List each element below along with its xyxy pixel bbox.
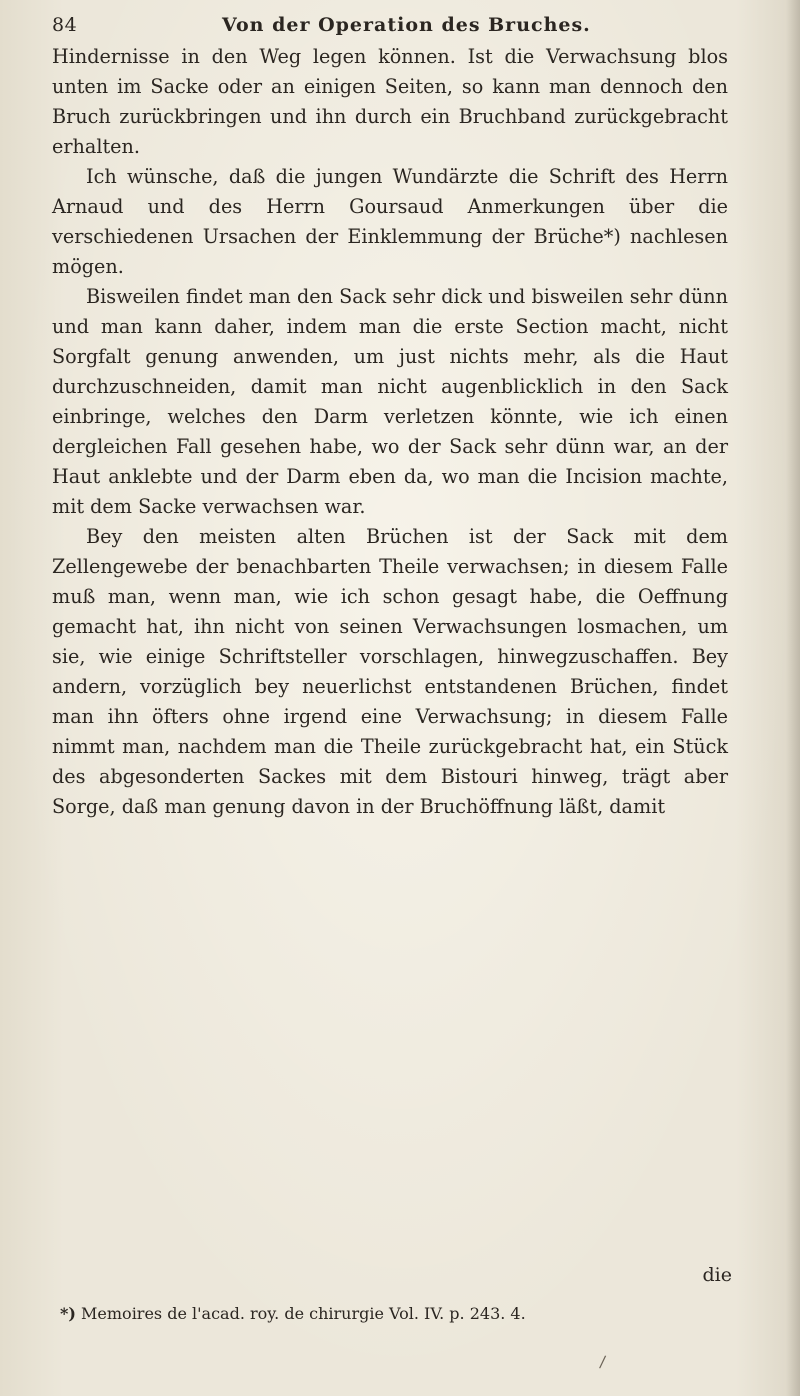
- page-number: 84: [52, 14, 78, 36]
- catchword: die: [702, 1264, 732, 1286]
- running-title: Von der Operation des Bruches.: [222, 14, 591, 36]
- paragraph-2: Ich wünsche, daß die jungen Wundärzte die Schrift des Herrn Arnaud und des Herrn Goursaud Anmerkungen über die verschiedenen Ursachen der Einklemmung der Brüche*) nachlesen mögen.: [52, 165, 728, 278]
- footnote-mark: *): [60, 1304, 76, 1323]
- footnote: [60, 1302, 720, 1326]
- body-text: [52, 42, 728, 822]
- page-header: [52, 8, 752, 40]
- paragraph-3: Bisweilen findet man den Sack sehr dick und bisweilen sehr dünn und man kann daher, indem man die erste Section macht, nicht Sorgfalt genung anwenden, um just nichts mehr, als die Haut durchzuschneiden, damit man nicht augenblicklich in den Sack einbringe, welches den Darm verletzen könnte, wie ich einen dergleichen Fall gesehen habe, wo der Sack sehr dünn war, an der Haut anklebte und der Darm eben da, wo man die Incision machte, mit dem Sacke verwachsen war.: [52, 285, 728, 518]
- paragraph-4: Bey den meisten alten Brüchen ist der Sack mit dem Zellengewebe der benachbarten Theile verwachsen; in diesem Falle muß man, wenn man, wie ich schon gesagt habe, die Oeffnung gemacht hat, ihn nicht von seinen Verwachsungen losmachen, um sie, wie einige Schriftsteller vorschlagen, hinwegzuschaffen. Bey andern, vorzüglich bey neuerlichst entstandenen Brüchen, findet man ihn öfters ohne irgend eine Verwachsung; in diesem Falle nimmt man, nachdem man die Theile zurückgebracht hat, ein Stück des abgesonderten Sackes mit dem Bistouri hinweg, trägt aber Sorge, daß man genung davon in der Bruchöffnung läßt, damit: [52, 525, 728, 818]
- paragraph-1: Hindernisse in den Weg legen können. Ist die Verwachsung blos unten im Sacke oder an einigen Seiten, so kann man dennoch den Bruch zurückbringen und ihn durch ein Bruchband zurückgebracht erhalten.: [52, 45, 728, 158]
- page-edge-shadow: [786, 0, 800, 1396]
- footnote-text: Memoires de l'acad. roy. de chirurgie Vol. IV. p. 243. 4.: [81, 1304, 526, 1323]
- stray-pen-mark: /: [598, 1351, 607, 1372]
